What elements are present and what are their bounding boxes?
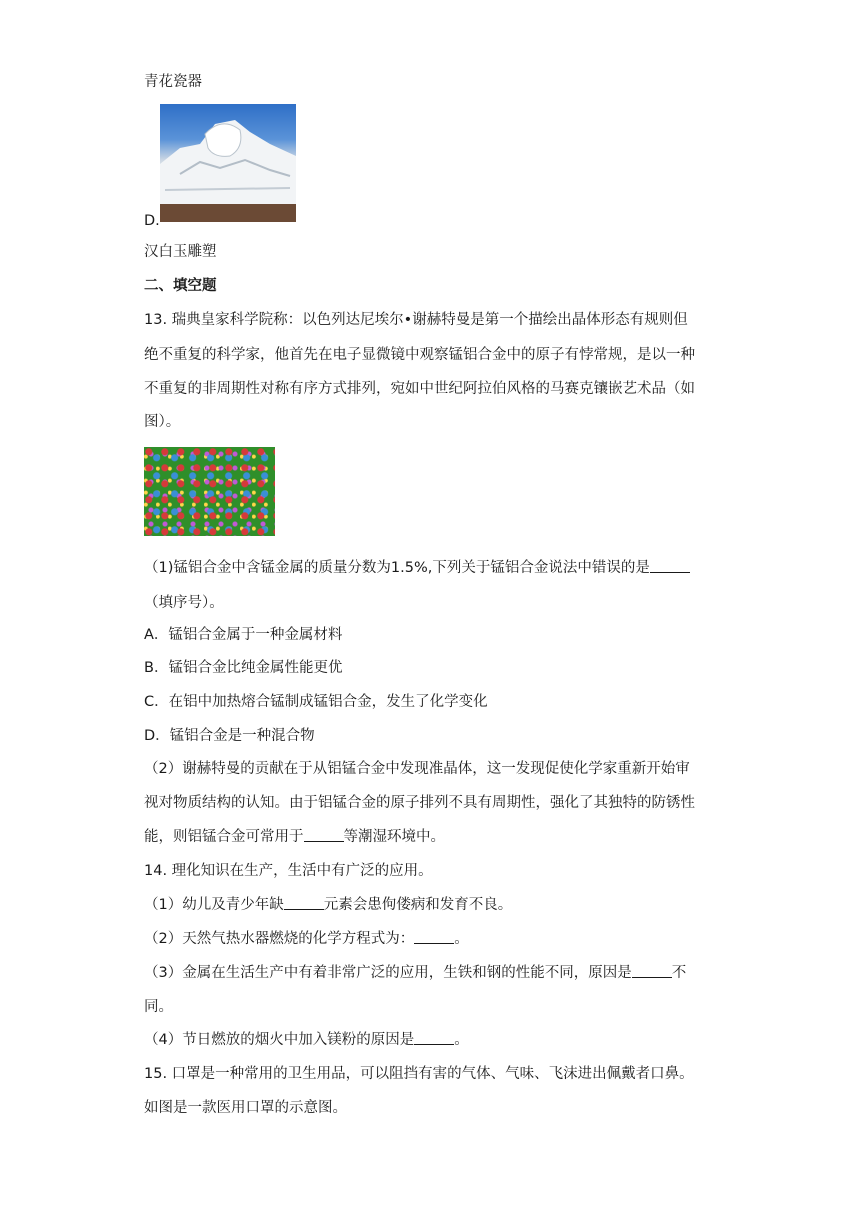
- q14-part3-line-1: [144, 963, 686, 983]
- option-d-image: [160, 104, 296, 222]
- choice-d: D．锰铝合金是一种混合物: [144, 728, 315, 744]
- q14-part2-text-a: （2）天然气热水器燃烧的化学方程式为：: [144, 931, 415, 947]
- q14-part1-text-b: 元素会患佝偻病和发育不良。: [323, 897, 513, 913]
- q13-part1-text: （1)锰铝合金中含锰金属的质量分数为1.5%,下列关于锰铝合金说法中错误的是: [144, 560, 650, 576]
- q13-part1-line-1: [144, 558, 690, 578]
- sculpture-illustration: [160, 104, 296, 222]
- q14-part3-text-a: （3）金属在生活生产中有着非常广泛的应用，生铁和钢的性能不同，原因是: [144, 965, 632, 981]
- choice-c: C．在铝中加热熔合锰制成锰铝合金，发生了化学变化: [144, 694, 488, 710]
- choice-a: A．锰铝合金属于一种金属材料: [144, 627, 343, 643]
- q13-text-line-4: 图）。: [144, 414, 181, 430]
- answer-blank[interactable]: [632, 963, 672, 978]
- option-d-label: D.: [144, 213, 160, 229]
- option-c-caption: 青花瓷器: [144, 74, 202, 90]
- q13-text-line-1: 13. 瑞典皇家科学院称：以色列达尼埃尔•谢赫特曼是第一个描绘出晶体形态有规则但: [144, 312, 688, 328]
- q14-part2: [144, 929, 469, 949]
- q13-part2-text-a: 能，则铝锰合金可常用于: [144, 829, 304, 845]
- q14-part4: [144, 1030, 469, 1050]
- q15-text-line-2: 如图是一款医用口罩的示意图。: [144, 1100, 347, 1116]
- answer-blank[interactable]: [414, 1030, 454, 1045]
- q14-part3-text-b: 不: [671, 965, 687, 981]
- q13-part2-text-b: 等潮湿环境中。: [343, 829, 445, 845]
- q13-part2-line-1: （2）谢赫特曼的贡献在于从铝锰合金中发现准晶体，这一发现促使化学家重新开始审: [144, 761, 690, 777]
- answer-blank[interactable]: [650, 558, 690, 573]
- q13-text-line-3: 不重复的非周期性对称有序方式排列，宛如中世纪阿拉伯风格的马赛克镶嵌艺术品（如: [144, 381, 695, 397]
- answer-blank[interactable]: [414, 929, 454, 944]
- q13-text-line-2: 绝不重复的科学家，他首先在电子显微镜中观察锰铝合金中的原子有悖常规，是以一种: [144, 347, 695, 363]
- q14-part1: [144, 895, 512, 915]
- q15-text-line-1: 15. 口罩是一种常用的卫生用品，可以阻挡有害的气体、气味、飞沫进出佩戴者口鼻。: [144, 1066, 694, 1082]
- q13-part2-line-3: [144, 827, 445, 847]
- mosaic-image: [144, 447, 275, 536]
- q13-part1-line-2: （填序号）。: [144, 595, 224, 611]
- section-heading: 二、填空题: [144, 278, 217, 294]
- q14-part4-text-b: 。: [454, 1032, 469, 1048]
- answer-blank[interactable]: [284, 895, 324, 910]
- q14-part3-line-2: 同。: [144, 999, 173, 1015]
- q14-stem: 14. 理化知识在生产，生活中有广泛的应用。: [144, 863, 433, 879]
- q14-part1-text-a: （1）幼儿及青少年缺: [144, 897, 284, 913]
- q14-part4-text-a: （4）节日燃放的烟火中加入镁粉的原因是: [144, 1032, 415, 1048]
- option-d-caption: 汉白玉雕塑: [144, 244, 217, 260]
- q14-part2-text-b: 。: [454, 931, 469, 947]
- q13-part2-line-2: 视对物质结构的认知。由于铝锰合金的原子排列不具有周期性，强化了其独特的防锈性: [144, 795, 695, 811]
- choice-b: B．锰铝合金比纯金属性能更优: [144, 660, 343, 676]
- answer-blank[interactable]: [304, 827, 344, 842]
